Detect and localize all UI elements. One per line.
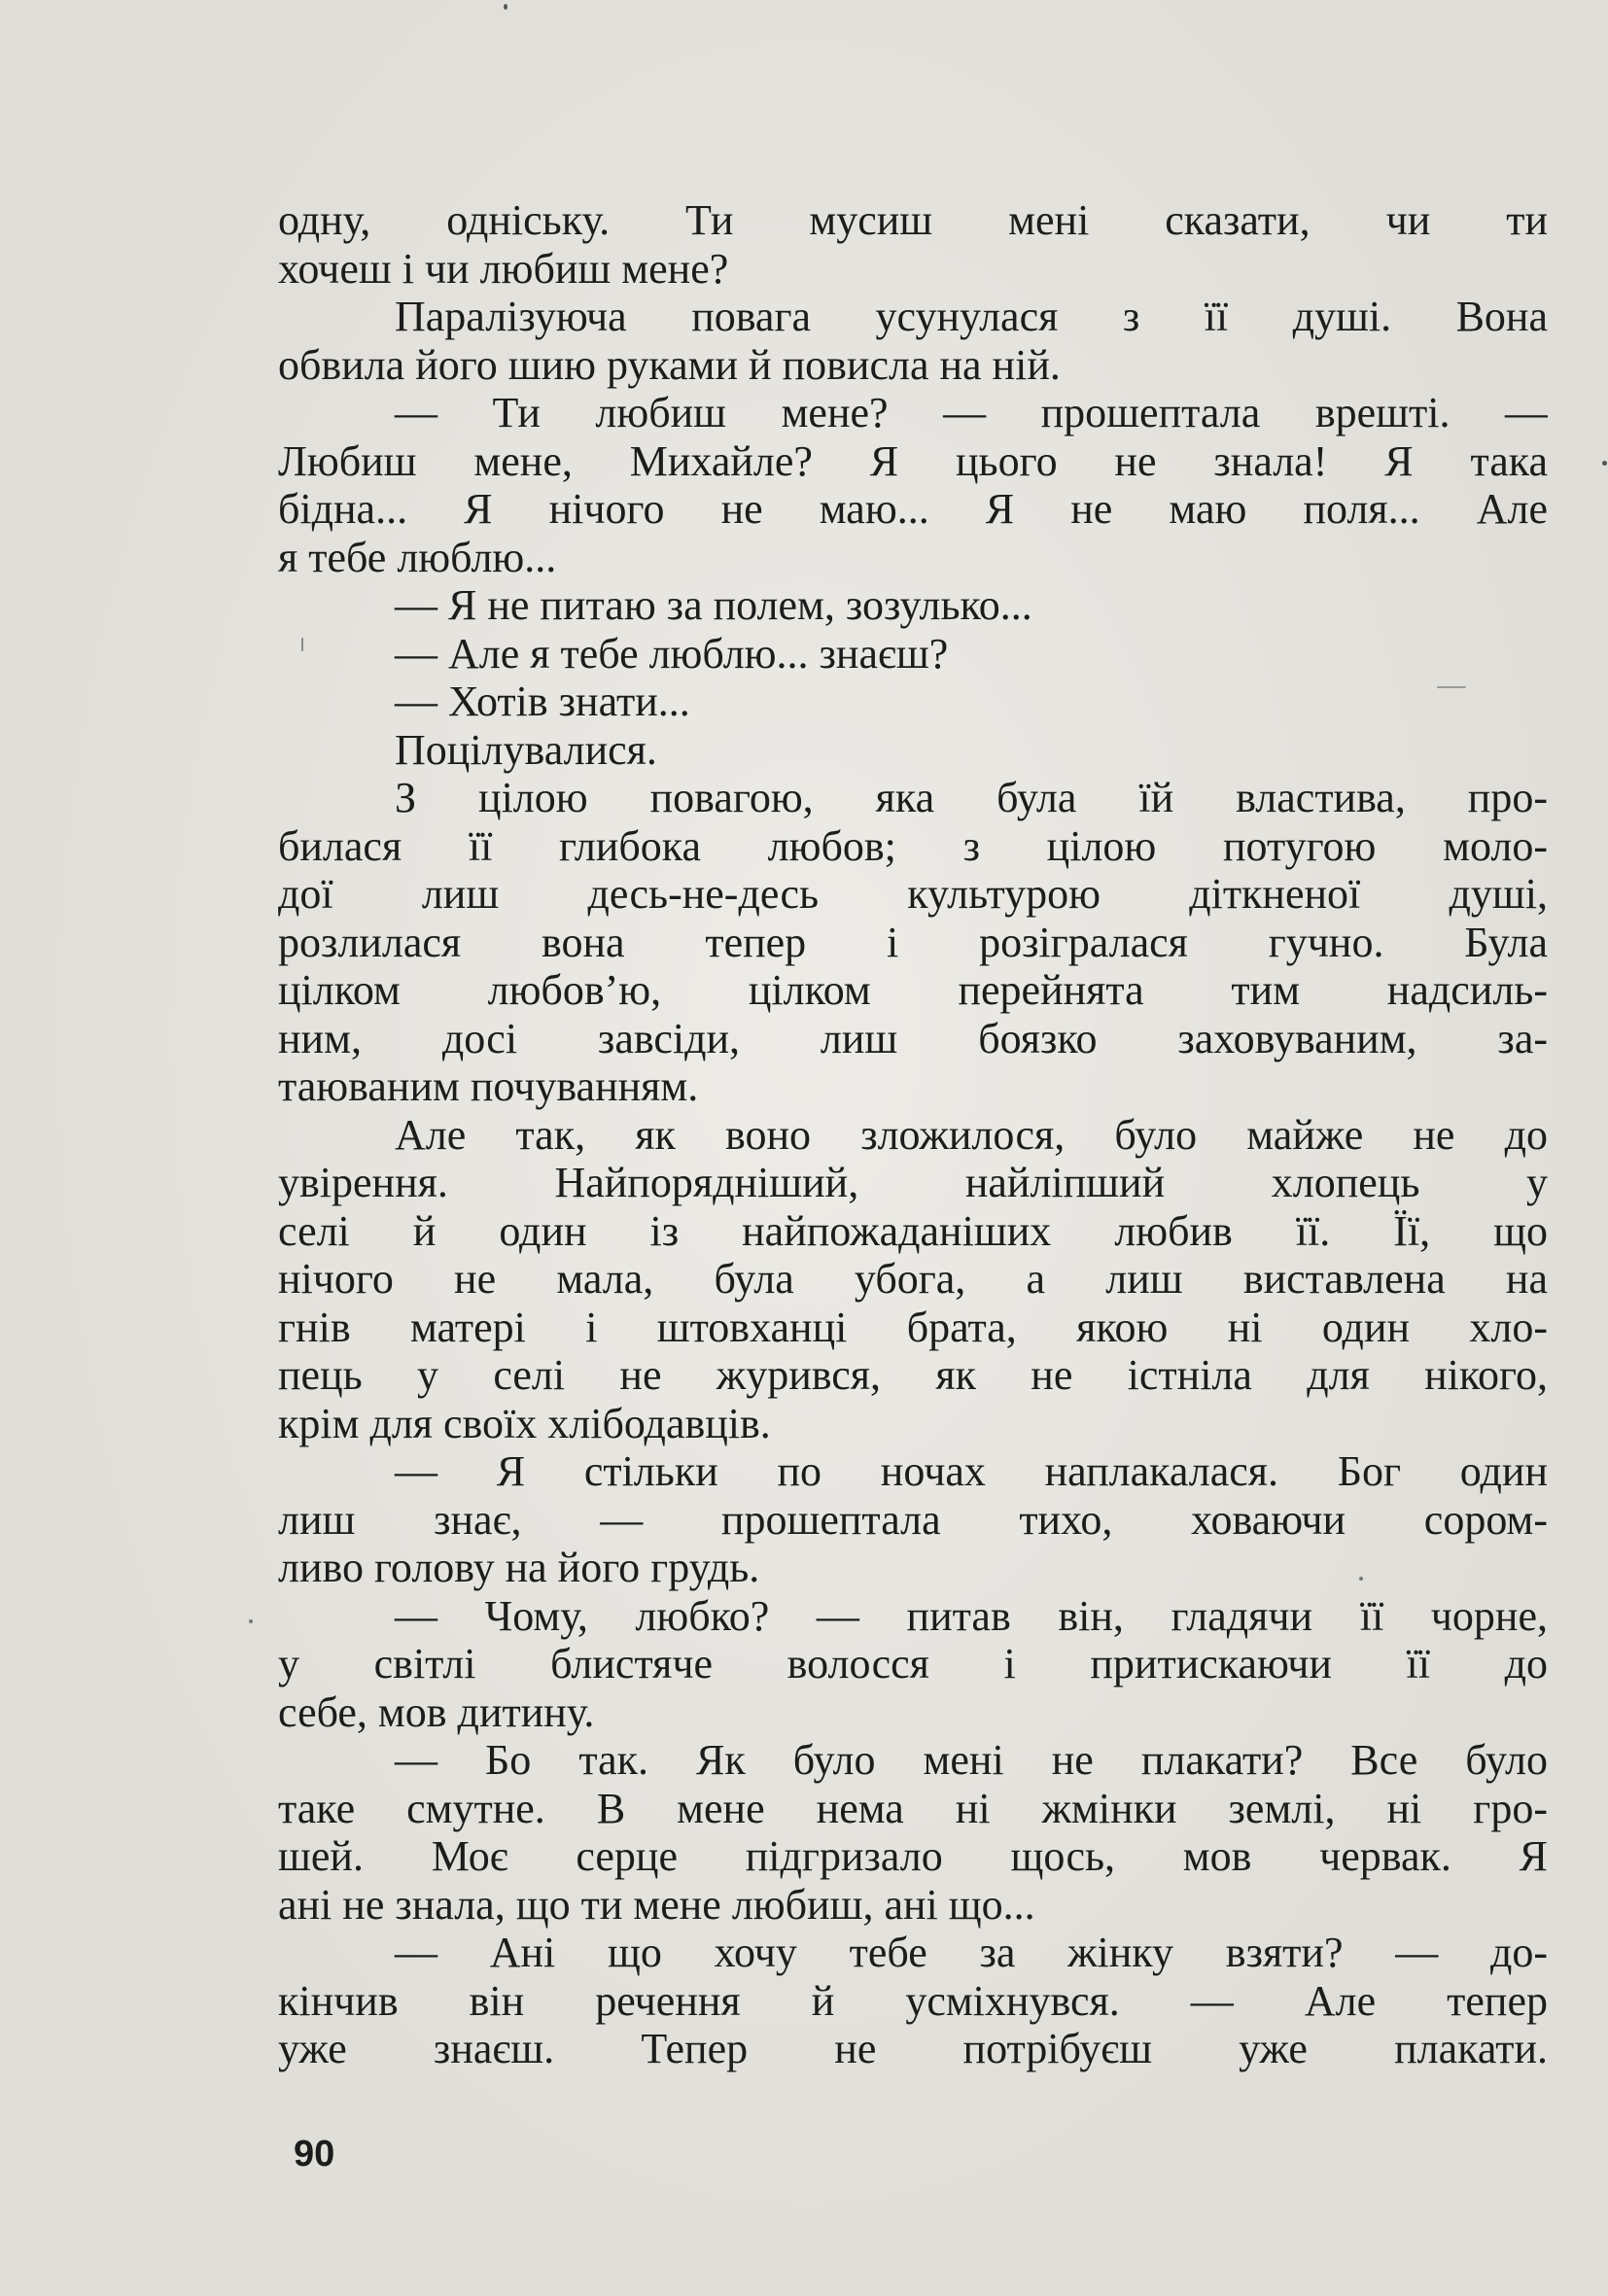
text-line: крім для своїх хлібодавців. [278, 1399, 771, 1447]
text-line: пець у селі не журився, як не істніла для нікого, [278, 1351, 1548, 1399]
paper-speck [1602, 461, 1607, 466]
text-line: Паралізуюча повага усунулася з її душі. Вона [395, 293, 1548, 340]
text-line: билася її глибока любов; з цілою потугою моло- [278, 821, 1548, 870]
text-line: дої лиш десь-не-десь культурою діткненої душі, [278, 870, 1548, 918]
text-line: — Я стільки по ночах наплакалася. Бог один [395, 1447, 1548, 1495]
text-line: Поцілувалися. [395, 725, 657, 774]
text-line: кінчив він речення й усміхнувся. — Але тепер [278, 1976, 1548, 2025]
text-line: — Ти любиш мене? — прошептала врешті. — [395, 389, 1548, 436]
text-line: одну, однiську. Ти мусиш менi сказати, чи ти [278, 196, 1548, 244]
text-line: — Чому, любко? — питав він, гладячи її чорне, [395, 1591, 1548, 1640]
text-line: — Ані що хочу тебе за жінку взяти? — до- [395, 1929, 1548, 1976]
text-line: хочеш і чи любиш мене? [278, 244, 729, 293]
text-line: увірення. Найпорядніший, найліпший хлопець у [278, 1159, 1548, 1206]
text-line: ливо голову на його грудь. [278, 1544, 760, 1591]
text-line: З цілою повагою, яка була їй властива, про- [395, 774, 1548, 821]
text-line: обвила його шию руками й повисла на ній. [278, 340, 1061, 389]
paper-speck [1359, 1577, 1363, 1581]
text-line: уже знаєш. Тепер не потрібуєш уже плакати. [278, 2025, 1548, 2072]
text-line: у світлі блистяче волосся і притискаючи її до [278, 1640, 1548, 1687]
text-line: ані не знала, що ти мене любиш, ані що... [278, 1880, 1035, 1929]
text-line: нічого не мала, була убога, а лиш виставлена на [278, 1255, 1548, 1303]
text-line: — Але я тебе люблю... знаєш? [395, 629, 949, 678]
text-line: таке смутне. В мене нема ні жмінки землі, ні гро- [278, 1784, 1548, 1832]
text-line: — Бо так. Як було мені не плакати? Все було [395, 1736, 1548, 1784]
text-line: — Я не питаю за полем, зозулько... [395, 581, 1032, 629]
text-line: селі й один із найпожаданіших любив її. Її, що [278, 1206, 1548, 1255]
text-line: цілком любов’ю, цілком перейнята тим надсиль- [278, 966, 1548, 1014]
paper-speck [301, 638, 303, 651]
text-line: — Хотів знати... [395, 678, 690, 725]
page-text [278, 196, 1548, 2073]
text-line: шей. Моє серце підгризало щось, мов червак. Я [278, 1832, 1548, 1880]
text-line: гнів матері і штовханці брата, якою ні один хло- [278, 1303, 1548, 1351]
text-line: розлилася вона тепер і розігралася гучно. Була [278, 918, 1548, 966]
text-line: таюваним почуванням. [278, 1062, 699, 1110]
paper-speck [504, 4, 507, 10]
text-line: бідна... Я нічого не маю... Я не маю поля... Але [278, 485, 1548, 533]
paper-speck [1437, 686, 1466, 688]
text-line: Але так, як воно зложилося, було майже не до [395, 1110, 1548, 1159]
text-line: лиш знає, — прошептала тихо, ховаючи сором- [278, 1495, 1548, 1544]
text-line: себе, мов дитину. [278, 1687, 595, 1736]
text-line: ним, досі завсіди, лиш боязко заховуваним, за- [278, 1014, 1548, 1062]
text-line: я тебе люблю... [278, 533, 557, 581]
text-line: Любиш мене, Михайле? Я цього не знала! Я така [278, 436, 1548, 485]
page-number: 90 [294, 2134, 335, 2174]
paper-speck [249, 1619, 253, 1623]
